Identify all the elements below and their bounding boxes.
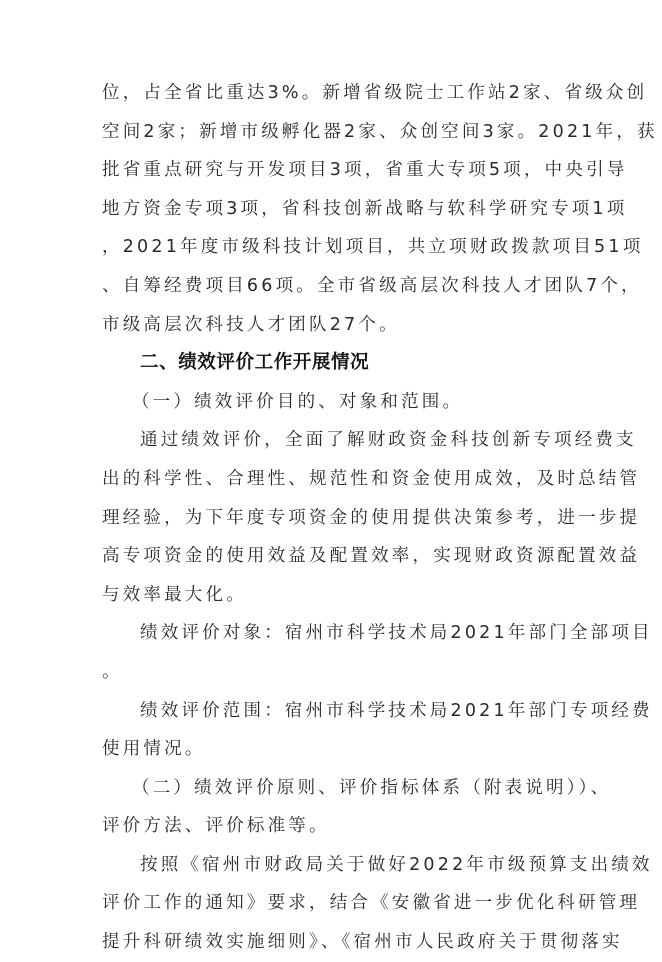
body-line: 出的科学性、合理性、规范性和资金使用成效，及时总结管 <box>102 468 641 489</box>
body-line: 批省重点研究与开发项目3项，省重大专项5项，中央引导 <box>102 160 628 181</box>
subsection-heading: （一）绩效评价目的、对象和范围。 <box>132 391 464 412</box>
body-line: 、自筹经费项目66项。全市省级高层次科技人才团队7个， <box>102 275 642 296</box>
paragraph-first-line: 通过绩效评价，全面了解财政资金科技创新专项经费支 <box>140 430 637 451</box>
body-line: 理经验，为下年度专项资金的使用提供决策参考，进一步提 <box>102 507 641 528</box>
paragraph-first-line: 绩效评价范围：宿州市科学技术局2021年部门专项经费 <box>140 700 653 721</box>
subsection-heading: （二）绩效评价原则、评价指标体系（附表说明））、 <box>132 777 612 798</box>
body-line: 评价方法、评价标准等。 <box>102 816 330 837</box>
body-line: 地方资金专项3项，省科技创新战略与软科学研究专项1项 <box>102 198 628 219</box>
section-heading: 二、绩效评价工作开展情况 <box>140 352 370 374</box>
body-line: 空间2家；新增市级孵化器2家、众创空间3家。2021年，获 <box>102 121 658 142</box>
paragraph-first-line: 绩效评价对象：宿州市科学技术局2021年部门全部项目 <box>140 623 653 644</box>
body-line: ，2021年度市级科技计划项目，共立项财政拨款项目51项 <box>102 237 644 258</box>
body-line: 使用情况。 <box>102 739 206 760</box>
body-line: 评价工作的通知》要求，结合《安徽省进一步优化科研管理 <box>102 893 641 914</box>
body-line: 。 <box>102 661 123 682</box>
body-line: 与效率最大化。 <box>102 584 247 605</box>
body-line: 高专项资金的使用效益及配置效率，实现财政资源配置效益 <box>102 546 641 567</box>
paragraph-first-line: 按照《宿州市财政局关于做好2022年市级预算支出绩效 <box>140 854 653 875</box>
document-page <box>102 74 658 962</box>
body-line: 市级高层次科技人才团队27个。 <box>102 314 400 335</box>
body-line: 提升科研绩效实施细则》、《宿州市人民政府关于贯彻落实 <box>102 932 623 953</box>
body-line: 位，占全省比重达3%。新增省级院士工作站2家、省级众创 <box>102 83 648 103</box>
